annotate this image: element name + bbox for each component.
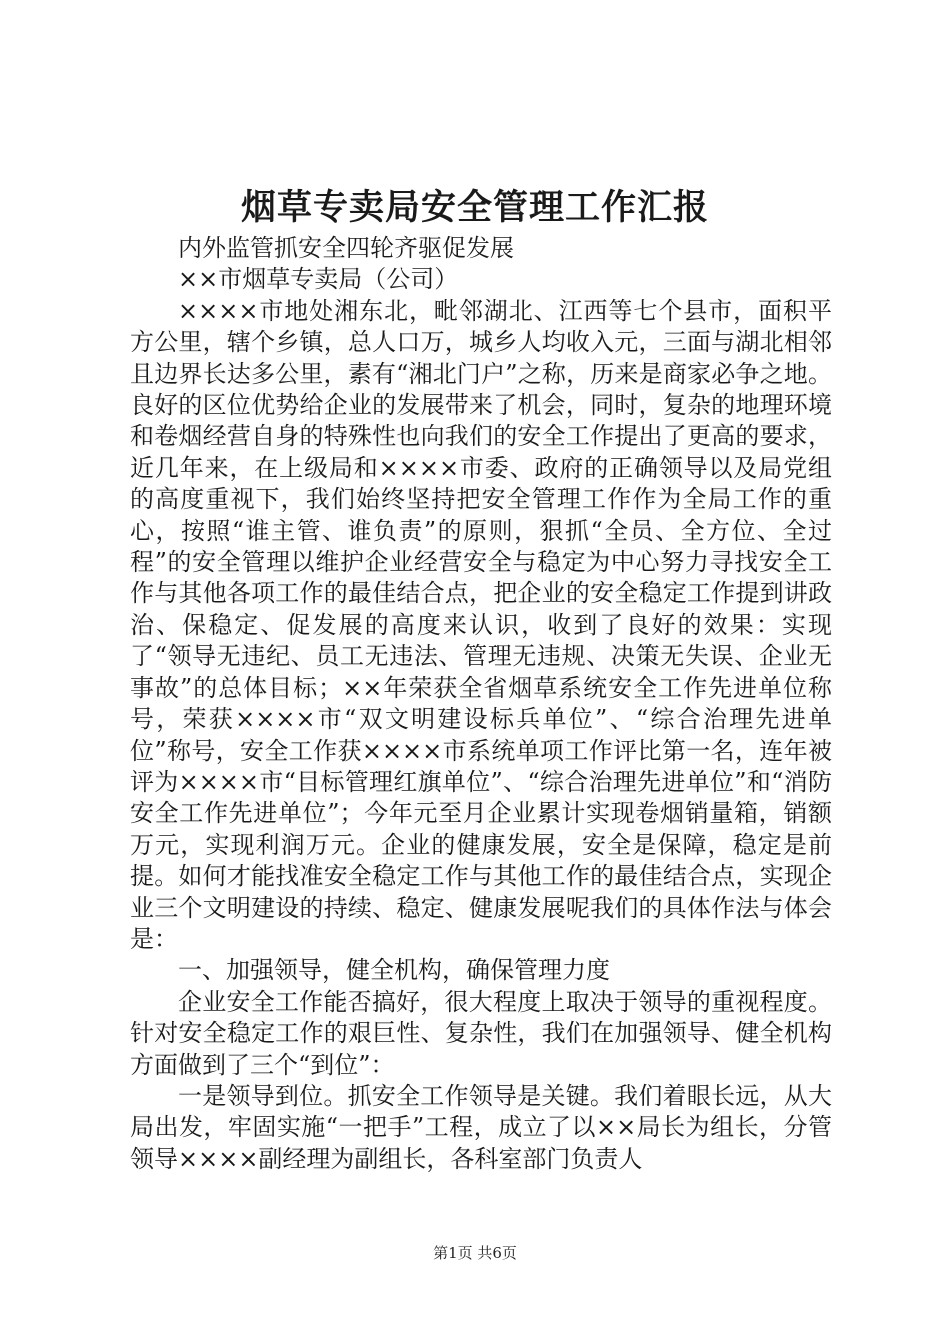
subtitle-paragraph: 内外监管抓安全四轮齐驱促发展 <box>178 234 514 262</box>
document-body <box>130 233 832 1175</box>
body-paragraph: ××××市地处湘东北，毗邻湖北、江西等七个县市，面积平方公里，辖个乡镇，总人口万，城乡人均收入元，三面与湖北相邻且边界长达多公里，素有“湘北门户”之称，历来是商家必争之地。良好的区位优势给企业的发展带来了机会，同时，复杂的地理环境和卷烟经营自身的特殊性也向我们的安全工作提出了更高的要求，近几年来，在上级局和××××市委、政府的正确领导以及局党组的高度重视下，我们始终坚持把安全管理工作作为全局工作的重心，按照“谁主管、谁负责”的原则，狠抓“全员、全方位、全过程”的安全管理以维护企业经营安全与稳定为中心努力寻找安全工作与其他各项工作的最佳结合点，把企业的安全稳定工作提到讲政治、保稳定、促发展的高度来认识，收到了良好的效果：实现了“领导无违纪、员工无违法、管理无违规、决策无失误、企业无事故”的总体目标；××年荣获全省烟草系统安全工作先进单位称号，荣获××××市“双文明建设标兵单位”、“综合治理先进单位”称号，安全工作获××××市系统单项工作评比第一名，连年被评为××××市“目标管理红旗单位”、“综合治理先进单位”和“消防安全工作先进单位”；今年元至月企业累计实现卷烟销量箱，销额万元，实现利润万元。企业的健康发展，安全是保障，稳定是前提。如何才能找准安全稳定工作与其他工作的最佳结合点，实现企业三个文明建设的持续、稳定、健康发展呢我们的具体作法与体会是： <box>130 296 832 953</box>
section-heading: 一、加强领导，健全机构，确保管理力度 <box>178 956 610 985</box>
body-paragraph: 企业安全工作能否搞好，很大程度上取决于领导的重视程度。针对安全稳定工作的艰巨性、复杂性，我们在加强领导、健全机构方面做到了三个“到位”： <box>130 987 832 1079</box>
document-title: 烟草专卖局安全管理工作汇报 <box>240 187 709 228</box>
page-number-footer: 第1页 共6页 <box>433 1244 517 1262</box>
organization-paragraph: ××市烟草专卖局（公司） <box>178 265 459 294</box>
body-paragraph: 一是领导到位。抓安全工作领导是关键。我们着眼长远，从大局出发，牢固实施“一把手”工程，成立了以××局长为组长，分管领导××××副经理为副组长，各科室部门负责人 <box>130 1081 832 1173</box>
